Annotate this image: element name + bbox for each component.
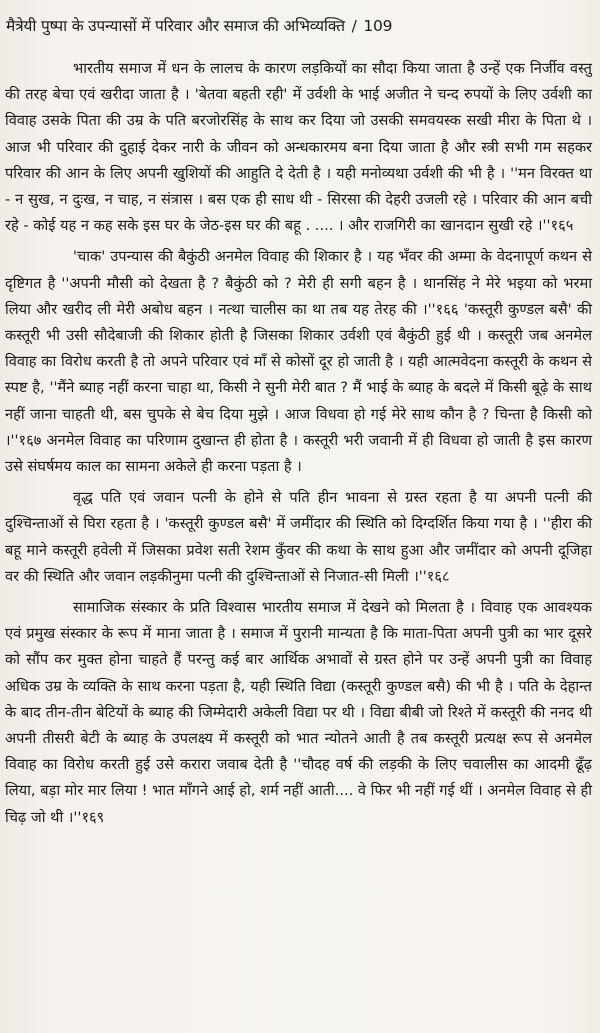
paragraph-2: 'चाक' उपन्यास की बैकुंठी अनमेल विवाह की शिकार है । यह भँवर की अम्मा के वेदनापूर्ण कथन से दृष्टिगत है ''अपनी मौसी को देखता है ? बैकुंठी को ? मेरी ही सगी बहन है । थानसिंह ने मेरे भइया को भरमा लिया और खरीद ली मेरी अबोध बहन । नत्था चालीस का था तब यह तेरह की ।''१६६ 'कस्तूरी कुण्डल बसै' की कस्तूरी भी उसी सौदेबाजी की शिकार होती है जिसका शिकार उर्वशी एवं बैकुंठी हुई थी । कस्तूरी जब अनमेल विवाह का विरोध करती है तो अपने परिवार एवं माँ से कोसों दूर हो जाती है । यही आत्मवेदना कस्तूरी के कथन से स्पष्ट है, ''मैंने ब्याह नहीं करना चाहा था, किसी ने सुनी मेरी बात ? मैं भाई के ब्याह के बदले में किसी बूढ़े के साथ नहीं जाना चाहती थी, बस चुपके से बेच दिया मुझे । आज विधवा हो गई मेरे साथ कौन है ? चिन्ता है किसी को ।''१६७ अनमेल विवाह का परिणाम दुखान्त ही होता है । कस्तूरी भरी जवानी में ही विधवा हो जाती है इस कारण उसे संघर्षमय काल का सामना अकेले ही करना पड़ता है ।	[5, 248, 592, 476]
header-title: मैत्रेयी पुष्पा के उपन्यासों में परिवार और समाज की अभिव्यक्ति	[6, 17, 345, 35]
paragraph-1: भारतीय समाज में धन के लालच के कारण लड़कियों का सौदा किया जाता है उन्हें एक निर्जीव वस्तु की तरह बेचा एवं खरीदा जाता है । 'बेतवा बहती रही' में उर्वशी के भाई अजीत ने चन्द रुपयों के लिए उर्वशी का विवाह उसके पिता की उम्र के पति बरजोरसिंह के साथ कर दिया जो उसकी समवयस्क सखी मीरा के पिता थे । आज भी परिवार की दुहाई देकर नारी के जीवन को अन्धकारमय बना दिया जाता है और स्त्री सभी गम सहकर परिवार की आन के लिए अपनी खुशियों की आहुति दे देती है । यही मनोव्यथा उर्वशी की भी है । ''मन विरक्त था - न सुख, न दुःख, न चाह, न संत्रास । बस एक ही साध थी - सिरसा की देहरी उजली रहे । परिवार की आन बची रहे - कोई यह न कह सके इस घर के जेठ-इस घर की बहू . .... । और राजगिरी का खानदान सुखी रहे ।''१६५	[5, 60, 592, 235]
page-number: 109	[363, 17, 393, 35]
paragraph-4: सामाजिक संस्कार के प्रति विश्वास भारतीय समाज में देखने को मिलता है । विवाह एक आवश्यक एवं प्रमुख संस्कार के रूप में माना जाता है । समाज में पुरानी मान्यता है कि माता-पिता अपनी पुत्री का भार दूसरे को सौंप कर मुक्त होना चाहते हैं परन्तु कई बार आर्थिक अभावों से ग्रस्त होने पर उन्हें अपनी पुत्री का विवाह अधिक उम्र के व्यक्ति के साथ करना पड़ता है, यही स्थिति विद्या (कस्तूरी कुण्डल बसै) की भी है । पति के देहान्त के बाद तीन-तीन बेटियों के ब्याह की जिम्मेदारी अकेली विद्या पर थी । विद्या बीबी जो रिश्ते में कस्तूरी की ननद थी अपनी तीसरी बेटी के ब्याह के उपलक्ष्य में कस्तूरी को भात न्योतने आती है तब कस्तूरी प्रत्यक्ष रूप से अनमेल विवाह का विरोध करती हुई उसे करारा जवाब देती है ''चौदह वर्ष की लड़की के लिए चवालीस का आदमी ढूँढ़ लिया, बड़ा मोर मार लिया ! भात माँगने आई हो, शर्म नहीं आती.... वे फिर भी नहीं गई थीं । अनमेल विवाह से ही चिढ़ जो थी ।''१६९	[5, 599, 592, 826]
body-text	[5, 56, 592, 831]
running-header	[6, 14, 592, 38]
paragraph-3: वृद्ध पति एवं जवान पत्नी के होने से पति हीन भावना से ग्रस्त रहता है या अपनी पत्नी की दुश्चिन्ताओं से घिरा रहता है । 'कस्तूरी कुण्डल बसै' में जमींदार की स्थिति को दिग्दर्शित किया गया है । ''हीरा की बहू माने कस्तूरी हवेली में जिसका प्रवेश सती रेशम कुँवर की कथा के साथ हुआ और जमींदार को अपनी दूजिहा वर की स्थिति और जवान लड़कीनुमा पत्नी की दुश्चिन्ताओं से निजात-सी मिली ।''१६८	[5, 489, 592, 585]
header-separator: /	[351, 17, 357, 35]
